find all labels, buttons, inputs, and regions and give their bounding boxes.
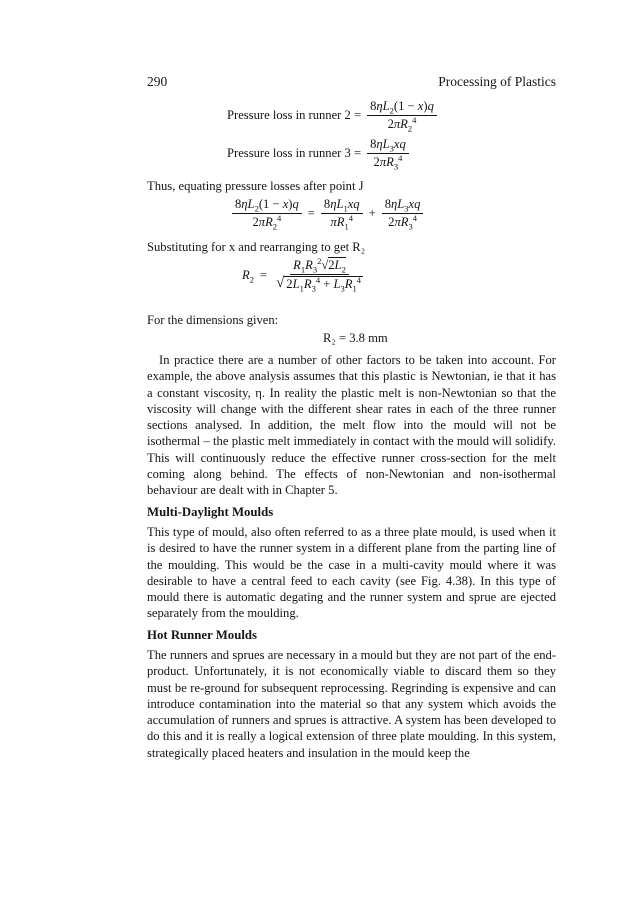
dimensions-line: For the dimensions given: bbox=[147, 313, 279, 327]
practice-paragraph-text: In practice there are a number of other factors to be taken into account. For example, the above analysis assumes that this plastic is Newtonian, ie that it has a constant viscosity, η. In reality the plastic melt is non-Newtonian so that the viscosity will change with the different shear rates in each of the three runner sections analysed. In addition, the melt flow into the mould will not be isothermal – the plastic melt immediately in contact with the mould will solidify. This will continuously reduce the effective runner cross-section for the melt coming along behind. The effects of non-Newtonian and non-isothermal behaviour are dealt with in Chapter 5. bbox=[147, 353, 556, 498]
page-number: 290 bbox=[147, 74, 168, 89]
equation-equating bbox=[232, 196, 423, 230]
result-equation: R₂ = 3.8 mm bbox=[323, 331, 388, 345]
runner-3-label: Pressure loss in runner 3 = bbox=[227, 146, 362, 160]
equating-lhs-fraction: $\frac{8\eta L_2(1 - x)q}{2\pi R_2^4}$ bbox=[232, 197, 302, 230]
runner-2-label: Pressure loss in runner 2 = bbox=[227, 108, 362, 122]
substituting-line: Substituting for x and rearranging to get R₂ bbox=[147, 240, 366, 254]
r2-fraction: $R_1R_3^2√2L_2$ √ $2L_1R_3^4 + L_3R_1^4$ bbox=[276, 255, 361, 294]
practice-paragraph bbox=[147, 352, 556, 499]
equating-rhs-fraction: $\frac{8\eta L_3xq}{2\pi R_3^4}$ bbox=[382, 197, 424, 230]
hot-paragraph bbox=[147, 647, 556, 761]
thus-line: Thus, equating pressure losses after point J bbox=[147, 179, 364, 193]
multi-paragraph-text: This type of mould, also often referred to as a three plate mould, is used when it is desired to have the runner system in a different plane from the parting line of the moulding. This would be the case in a multi-cavity mould where it was desirable to have a central feed to each cavity (see Fig. 4.38). In this type of mould there is automatic degating and the runner system and sprue are ejected separately from the moulding. bbox=[147, 525, 556, 621]
heading-multi-daylight: Multi-Daylight Moulds bbox=[147, 505, 274, 519]
equation-runner-2 bbox=[227, 99, 437, 132]
equation-r2: $R_2$ = $R_1R_3^2√2L_2$ √ $2L_1R_3^4 + L_3R_1^4$ bbox=[242, 258, 366, 292]
multi-paragraph bbox=[147, 524, 556, 622]
equating-middle-fraction: $\frac{8\eta L_1xq}{\pi R_1^4}$ bbox=[321, 197, 363, 230]
running-title: Processing of Plastics bbox=[438, 74, 556, 89]
runner-3-fraction: $\frac{8\eta L_3xq}{2\pi R_3^4}$ bbox=[367, 137, 409, 170]
r2-lhs-symbol: R bbox=[242, 267, 250, 282]
plus-sign: + bbox=[368, 206, 376, 220]
heading-hot-runner: Hot Runner Moulds bbox=[147, 628, 257, 642]
hot-paragraph-text: The runners and sprues are necessary in a mould but they are not part of the end-product. Unfortunately, it is not economically viable to discard them so they must be re-ground for subsequent reprocessing. Regrinding is expensive and can introduce contamination into the material so that any system which avoids the accumulation of runners and sprues is attractive. A system has been developed to do this and it is really a logical extension of three plate moulding. In this system, strategically placed heaters and insulation in the mould keep the bbox=[147, 648, 556, 760]
equation-runner-3 bbox=[227, 137, 409, 170]
runner-2-fraction: $\frac{8\eta L_2(1 - x)q}{2\pi R_2^4}$ bbox=[367, 99, 437, 132]
equals-sign: = bbox=[307, 206, 315, 220]
